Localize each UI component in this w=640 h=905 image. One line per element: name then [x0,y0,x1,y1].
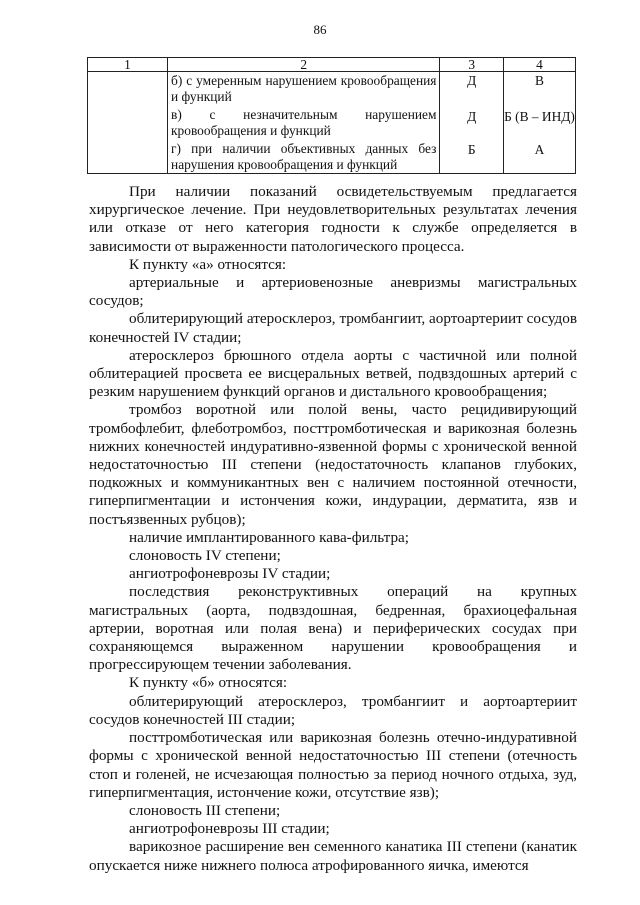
table-row [88,72,576,174]
subitem-b-text: б) с умеренным нарушением кровообращения и функций [171,73,437,104]
subitem-v-text: в) с незначительным нарушением кровообращения и функций [171,107,437,138]
table-cell-item [88,72,168,174]
list-item: облитерирующий атеросклероз, тромбангиит, аортоартериит сосудов конечностей IV стадии; [89,310,577,346]
list-item: наличие имплантированного кава-фильтра; [129,528,410,546]
list-item: слоновость IV степени; [129,547,281,565]
table-cell-category-3 [440,72,504,174]
paragraph-heading: К пункту «б» относятся: [129,674,288,692]
table-cell-category-4 [504,72,576,174]
list-item: облитерирующий атеросклероз, тромбангиит и аортоартериит сосудов конечностей III стадии; [89,692,577,728]
table-header-cell: 3 [440,58,504,72]
list-item: посттромботическая или варикозная болезнь отечно-индуративной формы с хронической венной недостаточностью III степени (отечность стоп и голеней, не исчезающая полностью за период ночного отдыха, зуд, гиперпигментация, истончение кожи, отсутствие язв); [89,729,577,801]
category-value: В [535,73,544,88]
list-item: тромбоз воротной или полой вены, часто рецидивирующий тромбофлебит, флеботромбоз, посттромботическая и варикозная болезнь нижних конечностей индуративно-язвенной формы с хронической венной недостаточностью III степени (недостаточность клапанов глубоких, подкожных и коммуникантных вен с наличием постоянной отечности, гиперпигментации и истончения кожи, индурации, дерматита, язв и постъязвенных рубцов); [89,401,577,528]
table-header-cell: 1 [88,58,168,72]
list-item: артериальные и артериовенозные аневризмы магистральных сосудов; [89,274,577,310]
category-value: Б [467,142,476,157]
table-header-row [88,58,576,72]
category-value: Б (В – ИНД) [504,108,575,124]
subitem-g-text: г) при наличии объективных данных без нарушения кровообращения и функций [171,141,437,172]
list-item: атеросклероз брюшного отдела аорты с частичной или полной облитерацией просвета ее висцеральных ветвей, подвздошных артерий с резким нарушением функций органов и дистального кровообращения; [89,346,577,401]
list-item: слоновость III степени; [129,801,281,819]
paragraph-heading: К пункту «а» относятся: [129,255,287,273]
category-value: А [534,142,545,157]
paragraph: При наличии показаний освидетельствуемым предлагается хирургическое лечение. При неудовлетворительных результатах лечения или отказе от него категория годности к службе определяется в зависимости от выраженности патологического процесса. [89,183,577,255]
category-table [87,57,576,174]
table-header-cell: 4 [504,58,576,72]
category-value: Д [467,73,477,88]
list-item: ангиотрофоневрозы III стадии; [129,820,330,838]
list-item: варикозное расширение вен семенного канатика III степени (канатик опускается ниже нижнего полюса атрофированного яичка, имеются [89,838,577,874]
list-item: ангиотрофоневрозы IV стадии; [129,565,331,583]
page-number: 86 [313,22,327,37]
list-item: последствия реконструктивных операций на крупных магистральных (аорта, подвздошная, бедренная, брахиоцефальная артерии, воротная или полая вена) и периферических сосудах при сохраняющемся выраженном нарушении кровообращения и прогрессирующем течении заболевания. [89,583,577,674]
table-header-cell: 2 [168,58,440,72]
table-cell-description [168,72,440,174]
category-value: Д [467,108,477,124]
body-text [89,183,577,875]
